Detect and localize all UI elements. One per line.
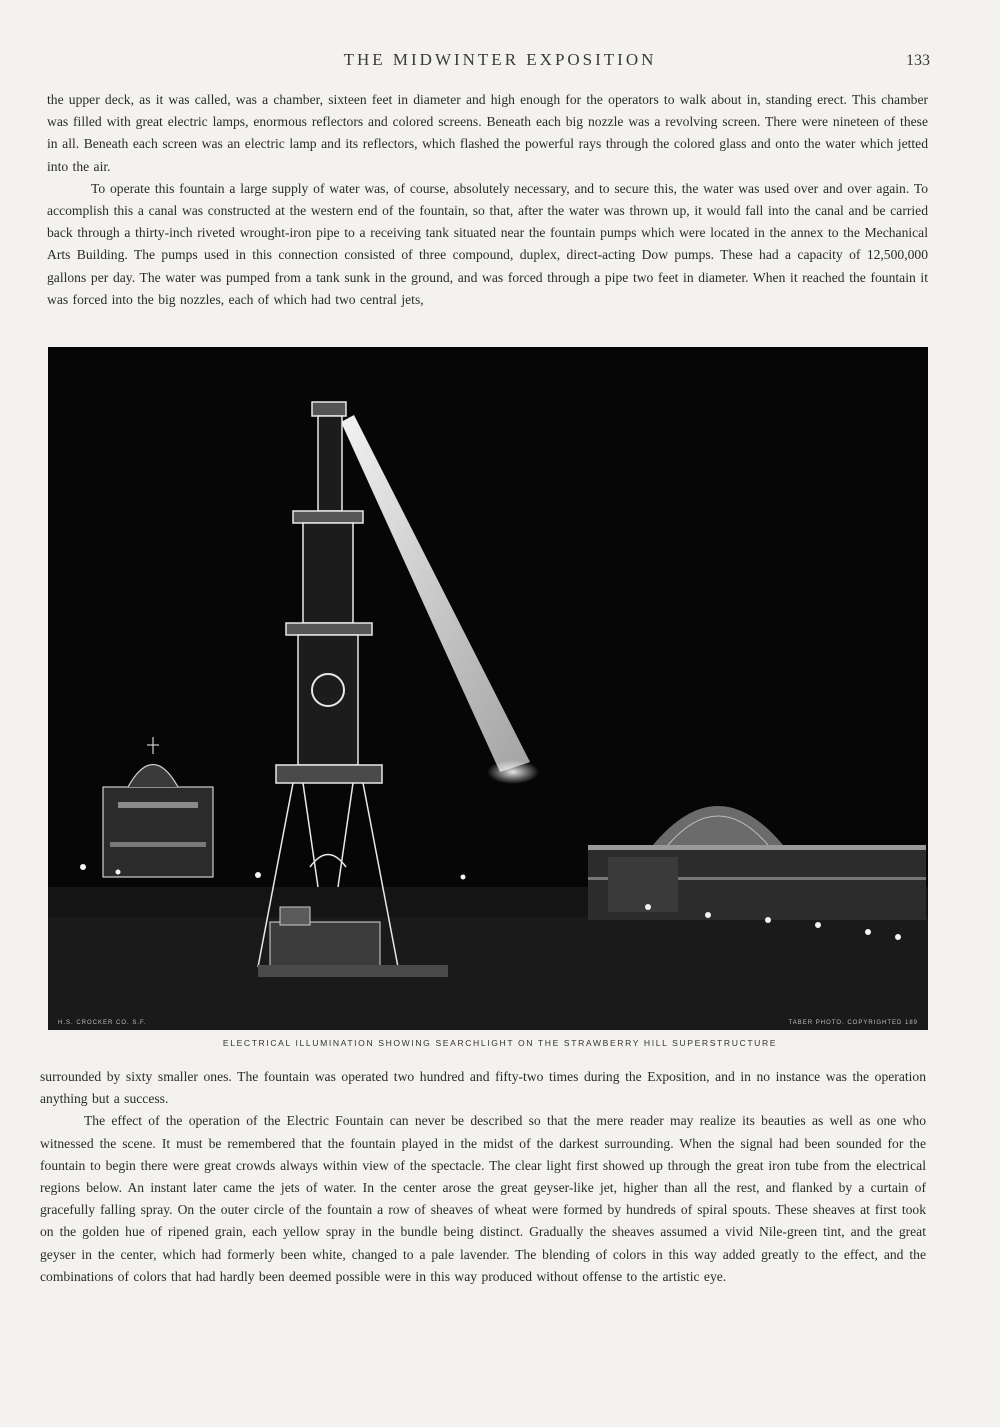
bottom-text-block xyxy=(40,1066,926,1288)
top-text-block xyxy=(47,89,928,311)
photo-illustration xyxy=(48,347,928,1030)
searchlight-glow xyxy=(487,760,539,784)
page-header xyxy=(0,50,1000,72)
right-domed-hall xyxy=(588,806,926,920)
photographer-credit: TABER PHOTO. COPYRIGHTED 189 xyxy=(788,1020,918,1026)
searchlight-beam xyxy=(341,415,530,772)
ground xyxy=(48,907,928,1030)
paragraph-1: the upper deck, as it was called, was a chamber, sixteen feet in diameter and high enough for the operators to walk about in, standing erect. This chamber was filled with great electric lamps, enormous reflectors and colored screens. Beneath each big nozzle was a revolving screen. There were nineteen of these in all. Beneath each screen was an electric lamp and its reflectors, which flashed the powerful rays through the colored glass and onto the water which jetted into the air. xyxy=(47,92,928,174)
page-number: 133 xyxy=(906,52,930,69)
left-domed-building xyxy=(103,737,213,877)
paragraph-3: surrounded by sixty smaller ones. The fountain was operated two hundred and fifty-two times during the Exposition, and in no instance was the operation anything but a success. xyxy=(40,1069,926,1107)
figure-caption: ELECTRICAL ILLUMINATION SHOWING SEARCHLIGHT ON THE STRAWBERRY HILL SUPERSTRUCTURE xyxy=(222,1038,778,1048)
engraver-credit: H.S. CROCKER CO. S.F. xyxy=(58,1020,147,1026)
paragraph-2: To operate this fountain a large supply of water was, of course, absolutely necessary, and to secure this, the water was used over and over again. To accomplish this a canal was constructed at the western end of the fountain, so that, after the water was thrown up, it would fall into the canal and be carried back through a thirty-inch riveted wrought-iron pipe to a receiving tank situated near the fountain pumps which were located in the annex to the Mechanical Arts Building. The pumps used in this connection consisted of three compound, duplex, direct-acting Dow pumps. These had a capacity of 12,500,000 gallons per day. The water was pumped from a tank sunk in the ground, and was forced through a pipe two feet in diameter. When it reached the fountain it was forced into the big nozzles, each of which had two central jets, xyxy=(47,180,928,307)
running-title: THE MIDWINTER EXPOSITION xyxy=(343,50,657,69)
night-illumination-photo xyxy=(48,347,928,1030)
paragraph-4: The effect of the operation of the Electric Fountain can never be described so that the mere reader may realize its beauties as well as one who witnessed the scene. It must be remembered that the fountain played in the midst of the darkest surrounding. When the signal had been sounded for the fountain to begin there were great crowds always within view of the spectacle. The clear light first showed up through the great iron tube from the electrical regions below. An instant later came the jets of water. In the center arose the great geyser-like jet, higher than all the rest, and flanked by a curtain of gracefully falling spray. On the outer circle of the fountain a row of sheaves of wheat were formed by hundreds of spiral spouts. These sheaves at first took on the golden hue of ripened grain, each yellow spray in the bundle being distinct. Gradually the sheaves assumed a vivid Nile-green tint, and the great geyser in the center, which had formerly been white, changed to a pale lavender. The blending of colors in this way added greatly to the effect, and the combinations of colors that had hardly been deemed possible were in this way produced without offense to the artistic eye. xyxy=(40,1113,926,1284)
